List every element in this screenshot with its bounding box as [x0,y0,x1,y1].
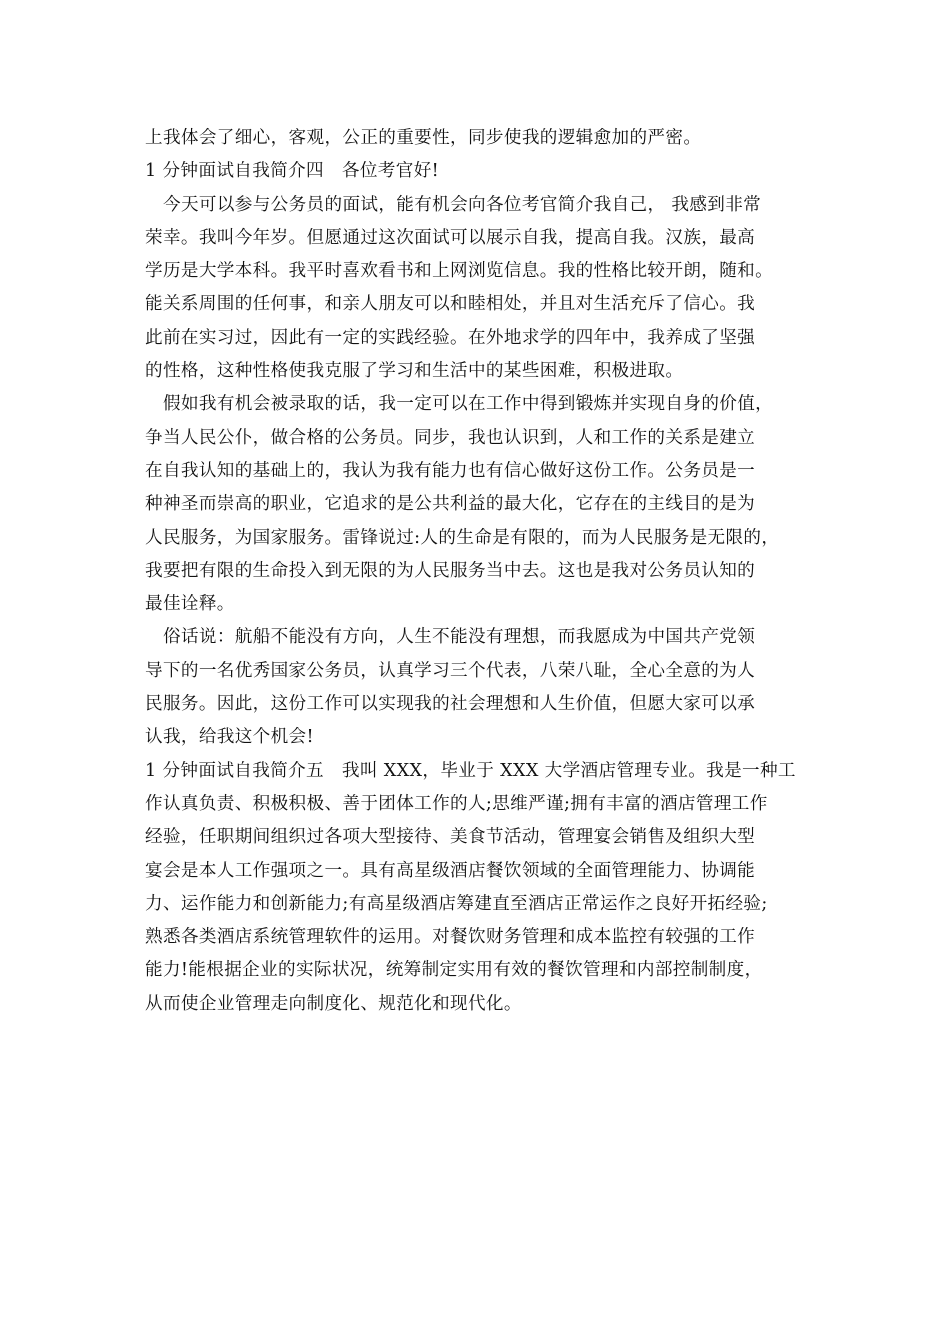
text-line: 假如我有机会被录取的话，我一定可以在工作中得到锻炼并实现自身的价值， [163,394,774,415]
text-line: 民服务。因此，这份工作可以实现我的社会理想和人生价值，但愿大家可以承 [145,694,756,715]
text-line: 种神圣而崇高的职业，它追求的是公共利益的最大化，它存在的主线目的是为 [145,494,756,515]
text-line: 能关系周围的任何事，和亲人朋友可以和睦相处，并且对生活充斥了信心。我 [145,294,756,315]
document-body [145,122,813,1021]
text-line: 认我，给我这个机会! [145,727,314,748]
text-line: 争当人民公仆，做合格的公务员。同步，我也认识到，人和工作的关系是建立 [145,427,756,448]
text-line: 宴会是本人工作强项之一。具有高星级酒店餐饮领域的全面管理能力、协调能 [145,860,756,881]
text-line: 我要把有限的生命投入到无限的为人民服务当中去。这也是我对公务员认知的 [145,560,756,581]
text-line: 经验，任职期间组织过各项大型接待、美食节活动，管理宴会销售及组织大型 [145,827,756,848]
text-line: 从而使企业管理走向制度化、规范化和现代化。 [145,993,522,1014]
text-line: 力、运作能力和创新能力;有高星级酒店筹建直至酒店正常运作之良好开拓经验; [145,893,768,914]
text-line: 学历是大学本科。我平时喜欢看书和上网浏览信息。我的性格比较开朗，随和。 [145,261,774,282]
text-line: 导下的一名优秀国家公务员，认真学习三个代表，八荣八耻，全心全意的为人 [145,660,756,681]
text-line: 最佳诠释。 [145,594,235,615]
text-line: 荣幸。我叫今年岁。但愿通过这次面试可以展示自我，提高自我。汉族，最高 [145,227,756,248]
text-line: 俗话说：航船不能没有方向，人生不能没有理想，而我愿成为中国共产党领 [163,627,756,648]
text-line: 作认真负责、积极积极、善于团体工作的人;思维严谨;拥有丰富的酒店管理工作 [145,793,768,814]
text-line: 在自我认知的基础上的，我认为我有能力也有信心做好这份工作。公务员是一 [145,460,756,481]
text-line: 熟悉各类酒店系统管理软件的运用。对餐饮财务管理和成本监控有较强的工作 [145,927,756,948]
text-line: 能力!能根据企业的实际状况，统筹制定实用有效的餐饮管理和内部控制制度， [145,960,763,981]
text-line: 人民服务，为国家服务。雷锋说过:人的生命是有限的，而为人民服务是无限的， [145,527,780,548]
text-line: 1 分钟面试自我简介四 各位考官好! [145,161,440,182]
text-line: 1 分钟面试自我简介五 我叫 XXX，毕业于 XXX 大学酒店管理专业。我是一种工 [145,760,796,781]
text-line: 今天可以参与公务员的面试，能有机会向各位考官简介我自己， 我感到非常 [163,194,762,215]
text-line: 的性格，这种性格使我克服了学习和生活中的某些困难，积极进取。 [145,361,684,382]
text-line: 上我体会了细心，客观，公正的重要性，同步使我的逻辑愈加的严密。 [145,128,702,148]
text-line: 此前在实习过，因此有一定的实践经验。在外地求学的四年中，我养成了坚强 [145,327,756,348]
